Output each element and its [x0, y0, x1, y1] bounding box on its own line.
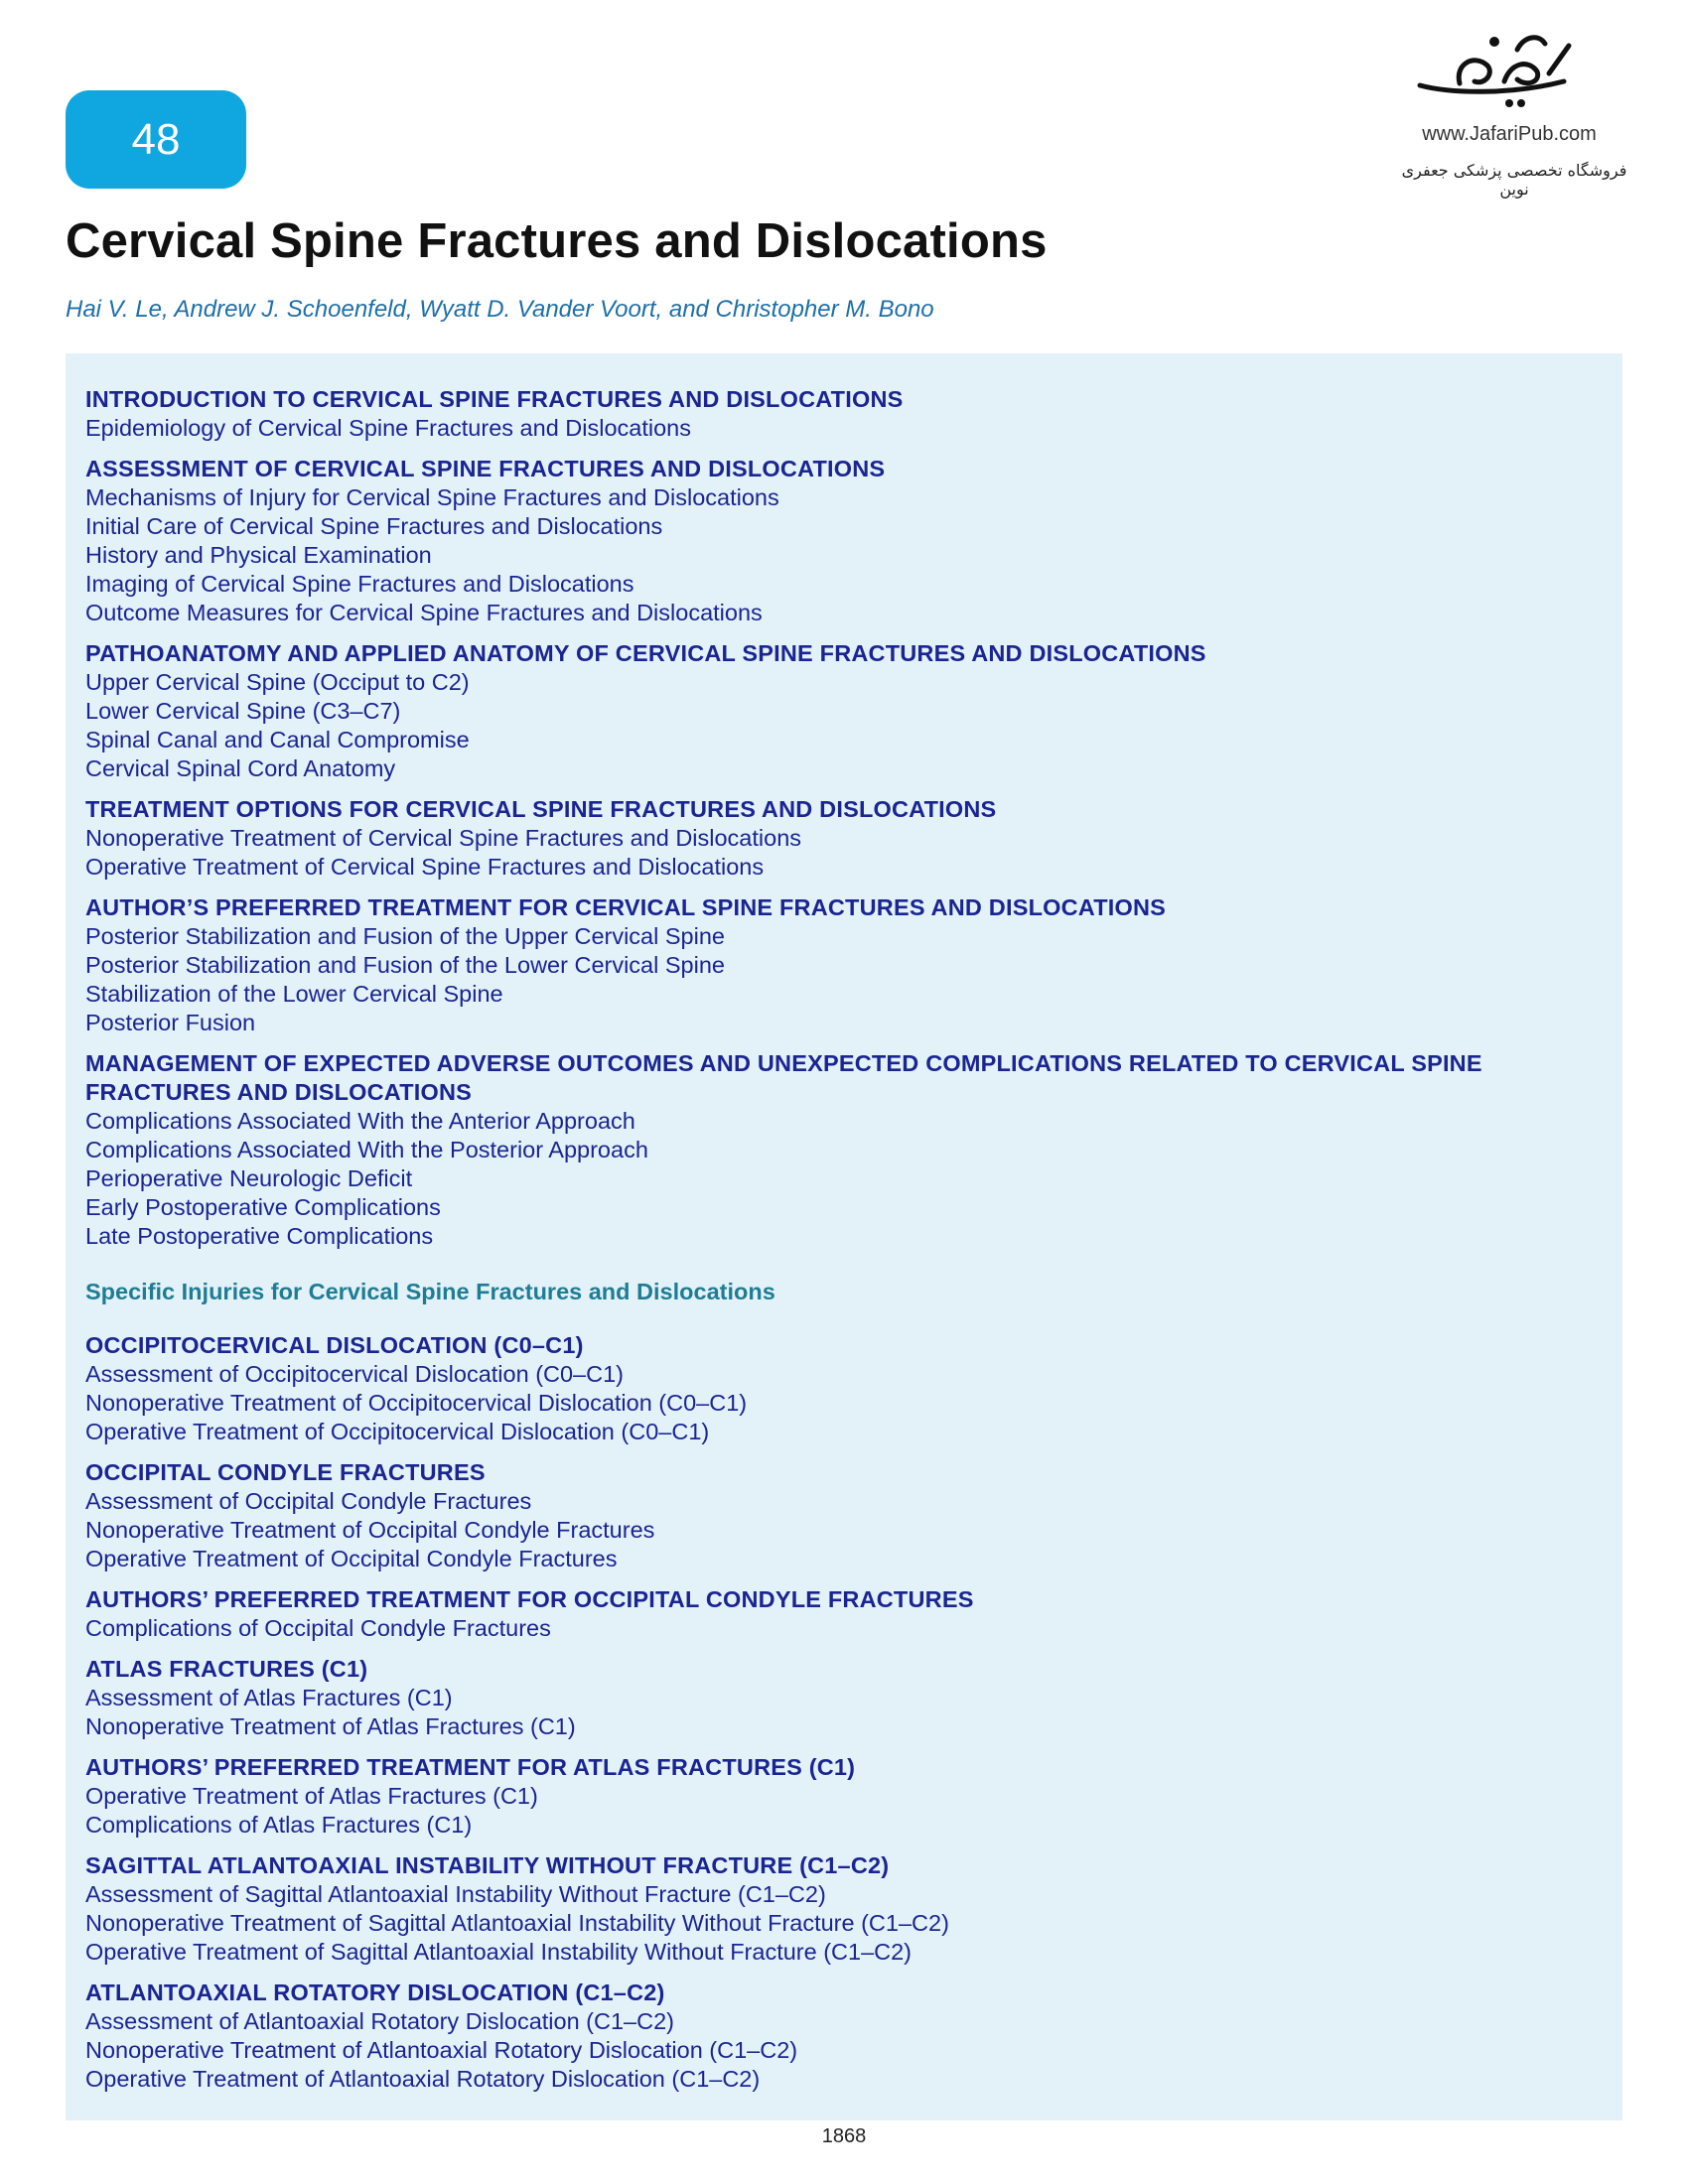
- publisher-tagline: فروشگاه تخصصی پزشکی جعفری نوین: [1401, 161, 1627, 199]
- toc-section-heading[interactable]: AUTHORS’ PREFERRED TREATMENT FOR ATLAS FRACTURES (C1): [85, 1754, 856, 1780]
- toc-section-heading[interactable]: TREATMENT OPTIONS FOR CERVICAL SPINE FRACTURES AND DISLOCATIONS: [85, 796, 997, 822]
- calligraphy-logo-icon: [1400, 24, 1599, 118]
- toc-section-heading[interactable]: ASSESSMENT OF CERVICAL SPINE FRACTURES AND DISLOCATIONS: [85, 456, 886, 481]
- toc-section-heading[interactable]: AUTHOR’S PREFERRED TREATMENT FOR CERVICAL SPINE FRACTURES AND DISLOCATIONS: [85, 894, 1167, 920]
- toc-item[interactable]: Cervical Spinal Cord Anatomy: [85, 755, 396, 781]
- toc-item[interactable]: Operative Treatment of Cervical Spine Fractures and Dislocations: [85, 854, 765, 880]
- toc-item[interactable]: Mechanisms of Injury for Cervical Spine Fractures and Dislocations: [85, 484, 779, 510]
- toc-item[interactable]: Assessment of Occipitocervical Dislocation (C0–C1): [85, 1361, 624, 1387]
- toc-item[interactable]: Perioperative Neurologic Deficit: [85, 1165, 413, 1191]
- toc-section: [85, 1655, 1603, 1741]
- toc-item[interactable]: Late Postoperative Complications: [85, 1223, 434, 1249]
- toc-section: [85, 385, 1603, 443]
- toc-section-heading[interactable]: SAGITTAL ATLANTOAXIAL INSTABILITY WITHOUT FRACTURE (C1–C2): [85, 1852, 890, 1878]
- toc-section: [85, 1851, 1603, 1967]
- table-of-contents: [66, 353, 1622, 2120]
- toc-item[interactable]: Assessment of Atlas Fractures (C1): [85, 1685, 453, 1710]
- toc-section: [85, 893, 1603, 1037]
- toc-item[interactable]: Complications Associated With the Posterior Approach: [85, 1137, 648, 1162]
- toc-part-specific: [85, 1331, 1603, 2094]
- toc-section: [85, 1331, 1603, 1446]
- toc-section-heading[interactable]: OCCIPITAL CONDYLE FRACTURES: [85, 1459, 486, 1485]
- toc-item[interactable]: Operative Treatment of Sagittal Atlantoaxial Instability Without Fracture (C1–C2): [85, 1939, 913, 1965]
- chapter-title: Cervical Spine Fractures and Dislocations: [66, 214, 1048, 268]
- toc-item-list: [85, 1684, 1603, 1741]
- toc-item-list: [85, 414, 1603, 443]
- toc-section: [85, 455, 1603, 627]
- toc-item-list: [85, 1360, 1603, 1446]
- toc-section: [85, 1585, 1603, 1643]
- toc-item[interactable]: Lower Cervical Spine (C3–C7): [85, 698, 401, 724]
- toc-item[interactable]: Complications of Atlas Fractures (C1): [85, 1812, 473, 1838]
- toc-item-list: [85, 1107, 1603, 1251]
- toc-section-heading[interactable]: PATHOANATOMY AND APPLIED ANATOMY OF CERVICAL SPINE FRACTURES AND DISLOCATIONS: [85, 640, 1206, 666]
- chapter-number-badge: 48: [66, 90, 246, 189]
- toc-section: [85, 795, 1603, 882]
- toc-item[interactable]: Complications Associated With the Anterior Approach: [85, 1108, 635, 1134]
- toc-item-list: [85, 1614, 1603, 1643]
- toc-item[interactable]: Imaging of Cervical Spine Fractures and Dislocations: [85, 571, 634, 597]
- toc-item[interactable]: Nonoperative Treatment of Cervical Spine Fractures and Dislocations: [85, 825, 802, 851]
- toc-item[interactable]: Assessment of Atlantoaxial Rotatory Dislocation (C1–C2): [85, 2008, 674, 2034]
- toc-item-list: [85, 1487, 1603, 1573]
- toc-item-list: [85, 2007, 1603, 2094]
- toc-item[interactable]: Nonoperative Treatment of Atlas Fractures (C1): [85, 1713, 576, 1739]
- toc-item[interactable]: Stabilization of the Lower Cervical Spine: [85, 981, 503, 1007]
- toc-item[interactable]: Complications of Occipital Condyle Fractures: [85, 1615, 551, 1641]
- toc-section: [85, 1458, 1603, 1573]
- toc-item-list: [85, 1782, 1603, 1840]
- toc-section: [85, 639, 1603, 783]
- toc-item[interactable]: Operative Treatment of Occipital Condyle Fractures: [85, 1546, 618, 1571]
- toc-item[interactable]: Posterior Stabilization and Fusion of the Lower Cervical Spine: [85, 952, 725, 978]
- toc-section-heading[interactable]: OCCIPITOCERVICAL DISLOCATION (C0–C1): [85, 1332, 584, 1358]
- toc-item[interactable]: Operative Treatment of Atlantoaxial Rotatory Dislocation (C1–C2): [85, 2066, 761, 2092]
- toc-item[interactable]: Operative Treatment of Atlas Fractures (C1): [85, 1783, 538, 1809]
- toc-item[interactable]: Nonoperative Treatment of Atlantoaxial Rotatory Dislocation (C1–C2): [85, 2037, 798, 2063]
- toc-item[interactable]: Spinal Canal and Canal Compromise: [85, 727, 470, 752]
- toc-subhead: Specific Injuries for Cervical Spine Fractures and Dislocations: [85, 1279, 775, 1304]
- toc-item[interactable]: Posterior Stabilization and Fusion of the Upper Cervical Spine: [85, 923, 725, 949]
- toc-item[interactable]: Nonoperative Treatment of Sagittal Atlantoaxial Instability Without Fracture (C1–C2): [85, 1910, 949, 1936]
- publisher-url: www.JafariPub.com: [1422, 123, 1597, 145]
- toc-item[interactable]: Initial Care of Cervical Spine Fractures and Dislocations: [85, 513, 663, 539]
- toc-item-list: [85, 668, 1603, 783]
- toc-item[interactable]: Nonoperative Treatment of Occipital Condyle Fractures: [85, 1517, 655, 1543]
- toc-section: [85, 1049, 1603, 1251]
- toc-item[interactable]: Upper Cervical Spine (Occiput to C2): [85, 669, 470, 695]
- toc-section: [85, 1753, 1603, 1840]
- toc-item[interactable]: Posterior Fusion: [85, 1010, 256, 1035]
- toc-item[interactable]: History and Physical Examination: [85, 542, 432, 568]
- toc-section-heading[interactable]: MANAGEMENT OF EXPECTED ADVERSE OUTCOMES AND UNEXPECTED COMPLICATIONS RELATED TO CERVICAL SPINE FRACTURES AND DISLOCATIONS: [85, 1050, 1482, 1105]
- toc-item[interactable]: Operative Treatment of Occipitocervical Dislocation (C0–C1): [85, 1419, 710, 1444]
- publisher-logo: [1390, 24, 1648, 199]
- toc-item[interactable]: Assessment of Sagittal Atlantoaxial Instability Without Fracture (C1–C2): [85, 1881, 826, 1907]
- toc-section-heading[interactable]: INTRODUCTION TO CERVICAL SPINE FRACTURES AND DISLOCATIONS: [85, 386, 904, 412]
- toc-item[interactable]: Nonoperative Treatment of Occipitocervical Dislocation (C0–C1): [85, 1390, 748, 1416]
- toc-item[interactable]: Assessment of Occipital Condyle Fractures: [85, 1488, 532, 1514]
- toc-item-list: [85, 1880, 1603, 1967]
- page-number: 1868: [821, 2125, 867, 2147]
- toc-section-heading[interactable]: ATLAS FRACTURES (C1): [85, 1656, 368, 1682]
- toc-item-list: [85, 922, 1603, 1037]
- toc-item[interactable]: Epidemiology of Cervical Spine Fractures and Dislocations: [85, 415, 691, 441]
- toc-part-general: [85, 385, 1603, 1251]
- toc-item[interactable]: Early Postoperative Complications: [85, 1194, 441, 1220]
- toc-section: [85, 1979, 1603, 2094]
- toc-item-list: [85, 824, 1603, 882]
- toc-section-heading[interactable]: ATLANTOAXIAL ROTATORY DISLOCATION (C1–C2): [85, 1979, 665, 2005]
- toc-section-heading[interactable]: AUTHORS’ PREFERRED TREATMENT FOR OCCIPITAL CONDYLE FRACTURES: [85, 1586, 974, 1612]
- toc-item-list: [85, 483, 1603, 627]
- chapter-authors: Hai V. Le, Andrew J. Schoenfeld, Wyatt D. Vander Voort, and Christopher M. Bono: [66, 296, 934, 323]
- toc-item[interactable]: Outcome Measures for Cervical Spine Fractures and Dislocations: [85, 600, 763, 625]
